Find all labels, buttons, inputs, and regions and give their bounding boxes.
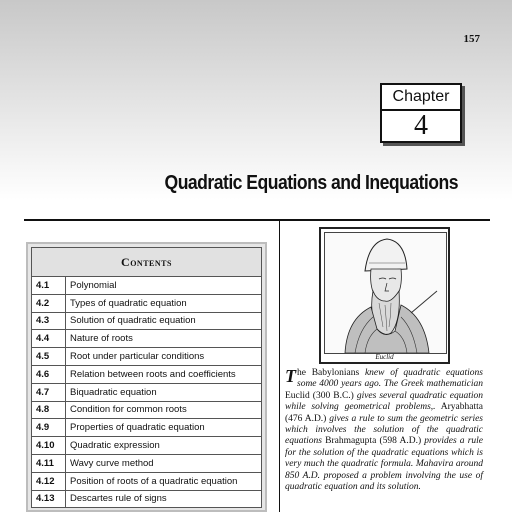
contents-heading: Contents bbox=[31, 247, 262, 276]
section-number: 4.11 bbox=[32, 454, 66, 472]
contents-row bbox=[32, 401, 262, 419]
intro-text-8: provides a rule for the solution of the quadratic equations which is very much the quadratic formula. Mahavira around 850 A.D. proposed a problem involving the use of quadratic equation and its solution. bbox=[285, 436, 484, 493]
section-title: Root under particular conditions bbox=[66, 348, 262, 366]
contents-box bbox=[26, 242, 267, 512]
contents-row bbox=[32, 330, 262, 348]
intro-text-2: knew of quadratic equations some 4000 years ago. The Greek mathematician bbox=[297, 368, 484, 390]
section-title: Polynomial bbox=[66, 277, 262, 295]
section-title: Wavy curve method bbox=[66, 454, 262, 472]
chapter-title: Quadratic Equations and Inequations bbox=[164, 172, 458, 194]
column-divider bbox=[279, 221, 280, 512]
contents-row bbox=[32, 294, 262, 312]
section-number: 4.6 bbox=[32, 365, 66, 383]
section-number: 4.13 bbox=[32, 490, 66, 508]
portrait-caption: Euclid bbox=[375, 353, 394, 361]
contents-row bbox=[32, 383, 262, 401]
section-number: 4.9 bbox=[32, 419, 66, 437]
section-number: 4.7 bbox=[32, 383, 66, 401]
section-title: Position of roots of a quadratic equation bbox=[66, 472, 262, 490]
chapter-label: Chapter bbox=[382, 85, 460, 111]
contents-row bbox=[32, 348, 262, 366]
contents-table bbox=[31, 276, 262, 508]
section-title: Relation between roots and coefficients bbox=[66, 365, 262, 383]
intro-text-5: Aryabhatta (476 A.D.) bbox=[285, 402, 483, 424]
section-number: 4.4 bbox=[32, 330, 66, 348]
contents-row bbox=[32, 419, 262, 437]
section-title: Types of quadratic equation bbox=[66, 294, 262, 312]
section-title: Descartes rule of signs bbox=[66, 490, 262, 508]
contents-row bbox=[32, 490, 262, 508]
chapter-box bbox=[380, 83, 462, 143]
portrait-illustration bbox=[325, 233, 446, 353]
section-title: Properties of quadratic equation bbox=[66, 419, 262, 437]
section-title: Solution of quadratic equation bbox=[66, 312, 262, 330]
page-number: 157 bbox=[463, 33, 480, 45]
contents-row bbox=[32, 454, 262, 472]
section-number: 4.1 bbox=[32, 277, 66, 295]
contents-row bbox=[32, 437, 262, 455]
contents-row bbox=[32, 277, 262, 295]
contents-row bbox=[32, 472, 262, 490]
contents-row bbox=[32, 365, 262, 383]
intro-text-3: Euclid (300 B.C.) bbox=[285, 390, 357, 401]
intro-text-4: gives several quadratic equation while solving geometrical problems,. bbox=[285, 390, 483, 413]
section-number: 4.5 bbox=[32, 348, 66, 366]
drop-cap: T bbox=[285, 366, 296, 386]
intro-text-7: Brahmagupta (598 A.D.) bbox=[321, 436, 425, 447]
section-number: 4.12 bbox=[32, 472, 66, 490]
portrait-image bbox=[324, 232, 447, 354]
section-number: 4.2 bbox=[32, 294, 66, 312]
section-title: Quadratic expression bbox=[66, 437, 262, 455]
intro-paragraph bbox=[285, 368, 483, 493]
contents-row bbox=[32, 312, 262, 330]
section-number: 4.3 bbox=[32, 312, 66, 330]
section-title: Biquadratic equation bbox=[66, 383, 262, 401]
chapter-number: 4 bbox=[414, 110, 428, 141]
euclid-portrait bbox=[319, 227, 450, 364]
horizontal-rule bbox=[24, 219, 490, 221]
section-number: 4.8 bbox=[32, 401, 66, 419]
section-title: Condition for common roots bbox=[66, 401, 262, 419]
section-title: Nature of roots bbox=[66, 330, 262, 348]
intro-text-6: gives a rule to sum the geometric series which involves the solution of the quadratic equations bbox=[285, 413, 483, 447]
intro-text-1: he Babylonians bbox=[297, 368, 365, 378]
section-number: 4.10 bbox=[32, 437, 66, 455]
